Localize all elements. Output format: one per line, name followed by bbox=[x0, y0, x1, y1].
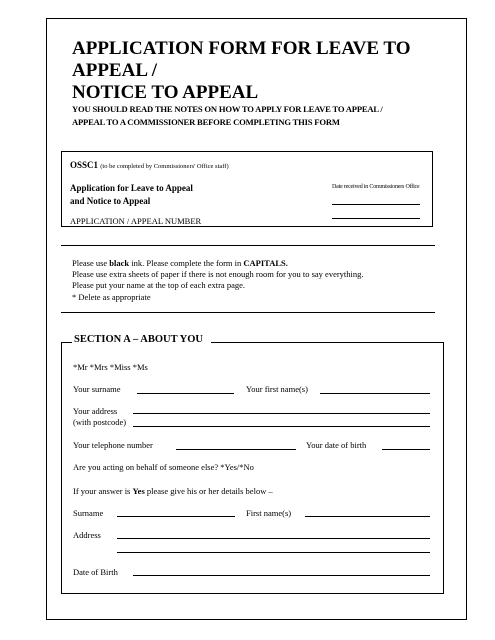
address-field-line-2[interactable] bbox=[133, 426, 430, 427]
if-yes-instruction bbox=[73, 486, 273, 496]
form-title bbox=[72, 38, 452, 104]
instruction-text: Please use bbox=[72, 258, 110, 268]
if-yes-text: please give his or her details below – bbox=[144, 486, 273, 496]
first-name-label: Your first name(s) bbox=[246, 384, 308, 394]
rep-surname-label: Surname bbox=[73, 508, 104, 518]
telephone-field[interactable] bbox=[176, 449, 296, 450]
date-received-field[interactable] bbox=[332, 204, 420, 205]
surname-field[interactable] bbox=[137, 393, 234, 394]
divider bbox=[61, 245, 435, 246]
office-code-label bbox=[70, 160, 229, 170]
date-received-label: Date received in Commissioners Office bbox=[332, 184, 420, 190]
instruction-line-4: * Delete as appropriate bbox=[72, 291, 151, 302]
title-options[interactable]: *Mr *Mrs *Miss *Ms bbox=[73, 362, 148, 372]
rep-address-label: Address bbox=[73, 530, 101, 540]
office-staff-note: (to be completed by Commissioners' Office staff) bbox=[100, 163, 229, 170]
yes-emphasis: Yes bbox=[132, 486, 145, 496]
application-title-line-2: and Notice to Appeal bbox=[70, 196, 151, 206]
capitals-emphasis: CAPITALS. bbox=[243, 258, 288, 268]
section-a-title: SECTION A – ABOUT YOU bbox=[72, 334, 211, 345]
date-received-field-2[interactable] bbox=[332, 218, 420, 219]
application-title bbox=[70, 182, 193, 208]
notice-line-1: YOU SHOULD READ THE NOTES ON HOW TO APPLY FOR LEAVE TO APPEAL / bbox=[72, 104, 383, 114]
acting-on-behalf-question[interactable]: Are you acting on behalf of someone else? *Yes/*No bbox=[73, 462, 254, 472]
rep-dob-field[interactable] bbox=[133, 575, 430, 576]
if-yes-text: If your answer is bbox=[73, 486, 133, 496]
telephone-label: Your telephone number bbox=[73, 440, 153, 450]
appeal-number-label: APPLICATION / APPEAL NUMBER bbox=[70, 216, 202, 226]
instruction-line-2: Please use extra sheets of paper if there is not enough room for you to say everything. bbox=[72, 269, 364, 280]
postcode-label: (with postcode) bbox=[73, 417, 127, 427]
rep-address-field-line-1[interactable] bbox=[117, 538, 430, 539]
first-name-field[interactable] bbox=[320, 393, 430, 394]
address-field-line-1[interactable] bbox=[133, 413, 430, 414]
divider bbox=[61, 312, 435, 313]
read-notes-notice bbox=[72, 103, 432, 129]
rep-dob-label: Date of Birth bbox=[73, 567, 118, 577]
black-emphasis: black bbox=[109, 258, 130, 268]
dob-label: Your date of birth bbox=[306, 440, 367, 450]
rep-surname-field[interactable] bbox=[117, 516, 235, 517]
form-code: OSSC1 bbox=[70, 160, 99, 170]
instruction-line-3: Please put your name at the top of each extra page. bbox=[72, 280, 246, 291]
form-title-line-1: APPLICATION FORM FOR LEAVE TO APPEAL / bbox=[72, 38, 411, 81]
rep-first-name-field[interactable] bbox=[305, 516, 430, 517]
application-title-line-1: Application for Leave to Appeal bbox=[70, 183, 193, 193]
office-use-box bbox=[61, 151, 433, 227]
instruction-text: ink. Please complete the form in bbox=[129, 258, 244, 268]
surname-label: Your surname bbox=[73, 384, 121, 394]
dob-field[interactable] bbox=[382, 449, 430, 450]
address-label: Your address bbox=[73, 406, 118, 416]
notice-line-2: APPEAL TO A COMMISSIONER BEFORE COMPLETING THIS FORM bbox=[72, 117, 340, 127]
rep-first-name-label: First name(s) bbox=[246, 508, 292, 518]
instruction-line-1 bbox=[72, 258, 442, 269]
instructions bbox=[72, 258, 442, 303]
form-title-line-2: NOTICE TO APPEAL bbox=[72, 82, 259, 103]
rep-address-field-line-2[interactable] bbox=[117, 552, 430, 553]
